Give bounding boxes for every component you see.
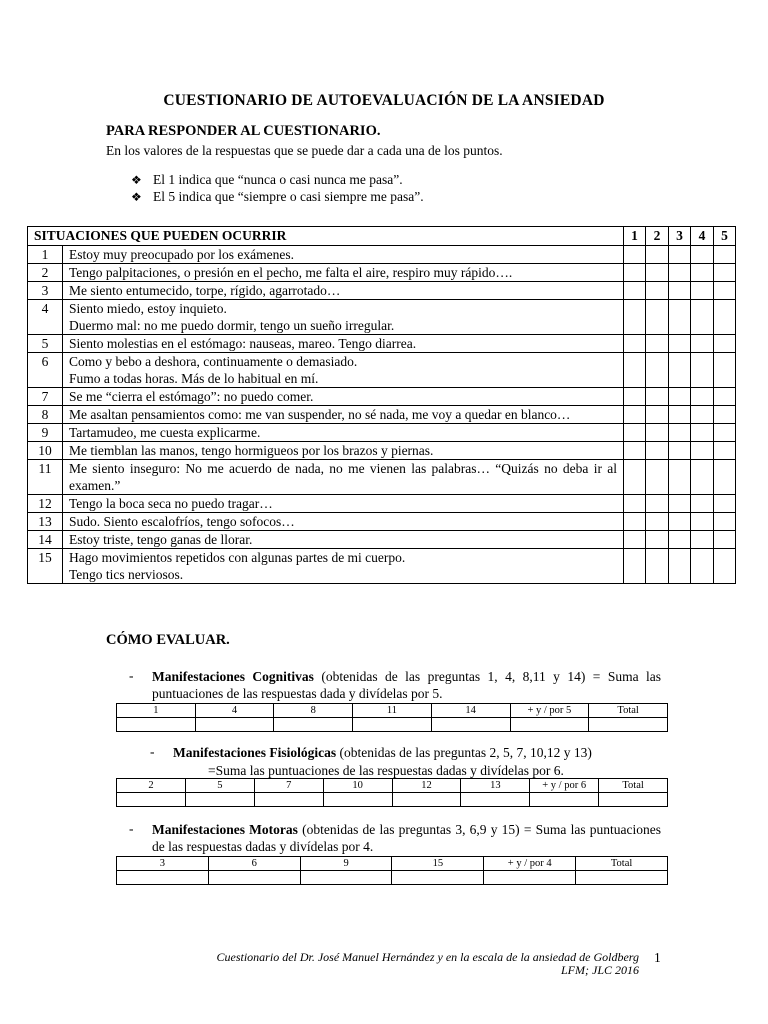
situation-text <box>63 388 624 406</box>
score-input-cell[interactable] <box>589 718 668 732</box>
rating-cell-2[interactable] <box>646 388 669 406</box>
score-column-label: + y / por 5 <box>510 704 589 718</box>
rating-cell-2[interactable] <box>646 513 669 531</box>
situation-number: 15 <box>28 549 63 584</box>
rating-cell-5[interactable] <box>714 388 736 406</box>
rating-cell-1[interactable] <box>624 335 646 353</box>
table-row <box>28 300 736 335</box>
score-column-label: 6 <box>208 857 300 871</box>
motor-text: (obtenidas de las preguntas 3, 6,9 y 15) = Suma las puntuaciones de las respuestas dadas y divídelas por 4. <box>152 822 662 854</box>
score-column-label: 2 <box>117 779 186 793</box>
table-row <box>28 424 736 442</box>
situation-number: 1 <box>28 246 63 264</box>
table-row <box>28 460 736 495</box>
rating-cell-5[interactable] <box>714 549 736 584</box>
situation-text <box>63 353 624 388</box>
rating-cell-5[interactable] <box>714 460 736 495</box>
rating-cell-2[interactable] <box>646 531 669 549</box>
situation-text <box>63 531 624 549</box>
scale-header-4: 4 <box>691 227 714 246</box>
rating-cell-4[interactable] <box>691 406 714 424</box>
rating-cell-3[interactable] <box>669 460 691 495</box>
rating-cell-4[interactable] <box>691 531 714 549</box>
cognitive-description <box>152 668 661 702</box>
situation-number: 4 <box>28 300 63 335</box>
table-header-row <box>28 227 736 246</box>
rating-cell-1[interactable] <box>624 264 646 282</box>
score-header-row <box>117 779 668 793</box>
situations-table <box>27 226 736 584</box>
physiological-label: Manifestaciones Fisiológicas <box>173 745 337 760</box>
rating-cell-4[interactable] <box>691 495 714 513</box>
table-row <box>28 513 736 531</box>
score-input-cell[interactable] <box>392 871 484 885</box>
situation-line: Me tiemblan las manos, tengo hormigueos por los brazos y piernas. <box>69 443 434 458</box>
score-column-label: 12 <box>392 779 461 793</box>
score-input-cell[interactable] <box>576 871 668 885</box>
rating-cell-1[interactable] <box>624 531 646 549</box>
physiological-description-2: =Suma las puntuaciones de las respuestas dadas y divídelas por 6. <box>208 763 564 778</box>
score-input-cell[interactable] <box>208 871 300 885</box>
situation-number: 7 <box>28 388 63 406</box>
rating-cell-5[interactable] <box>714 406 736 424</box>
score-input-cell[interactable] <box>510 718 589 732</box>
score-input-cell[interactable] <box>599 793 668 807</box>
situation-line: Me siento entumecido, torpe, rígido, agarrotado… <box>69 283 341 298</box>
rating-cell-3[interactable] <box>669 513 691 531</box>
rating-cell-3[interactable] <box>669 300 691 335</box>
rating-cell-4[interactable] <box>691 246 714 264</box>
score-input-cell[interactable] <box>185 793 254 807</box>
rating-cell-1[interactable] <box>624 282 646 300</box>
bullet-text: El 5 indica que “siempre o casi siempre me pasa”. <box>153 189 424 204</box>
rating-cell-3[interactable] <box>669 424 691 442</box>
situation-line: Me siento inseguro: No me acuerdo de nada, no me vienen las palabras… “Quizás no deba ir al examen.” <box>69 461 618 493</box>
motor-label: Manifestaciones Motoras <box>152 822 298 837</box>
instructions-text: En los valores de la respuestas que se puede dar a cada una de los puntos. <box>106 143 503 158</box>
rating-cell-3[interactable] <box>669 388 691 406</box>
instruction-bullet <box>131 189 424 205</box>
situation-text <box>63 442 624 460</box>
situation-number: 14 <box>28 531 63 549</box>
evaluation-heading: CÓMO EVALUAR. <box>106 632 230 648</box>
situation-line: Estoy triste, tengo ganas de llorar. <box>69 532 253 547</box>
rating-cell-3[interactable] <box>669 246 691 264</box>
score-column-label: 11 <box>353 704 432 718</box>
situation-text <box>63 246 624 264</box>
situation-text <box>63 495 624 513</box>
score-column-label: 7 <box>254 779 323 793</box>
situation-number: 12 <box>28 495 63 513</box>
situations-header: SITUACIONES QUE PUEDEN OCURRIR <box>28 227 624 246</box>
situation-line: Siento molestias en el estómago: nauseas, mareo. Tengo diarrea. <box>69 336 417 351</box>
score-column-label: 5 <box>185 779 254 793</box>
rating-cell-2[interactable] <box>646 460 669 495</box>
rating-cell-1[interactable] <box>624 495 646 513</box>
score-input-cell[interactable] <box>431 718 510 732</box>
page-number: 1 <box>654 950 661 965</box>
score-column-label: 8 <box>274 704 353 718</box>
score-input-cell[interactable] <box>274 718 353 732</box>
table-row <box>28 264 736 282</box>
rating-cell-1[interactable] <box>624 246 646 264</box>
rating-cell-1[interactable] <box>624 388 646 406</box>
table-row <box>28 246 736 264</box>
situation-line: Tengo palpitaciones, o presión en el pecho, me falta el aire, respiro muy rápido…. <box>69 265 513 280</box>
instruction-bullet <box>131 172 403 188</box>
score-input-cell[interactable] <box>195 718 274 732</box>
rating-cell-4[interactable] <box>691 282 714 300</box>
situation-line: Estoy muy preocupado por los exámenes. <box>69 247 294 262</box>
situation-number: 11 <box>28 460 63 495</box>
situation-line: Tengo tics nerviosos. <box>69 567 184 582</box>
situation-text <box>63 282 624 300</box>
rating-cell-1[interactable] <box>624 406 646 424</box>
score-column-label: 1 <box>117 704 196 718</box>
diamond-bullet-icon: ❖ <box>131 190 142 204</box>
situation-text <box>63 424 624 442</box>
rating-cell-3[interactable] <box>669 531 691 549</box>
rating-cell-5[interactable] <box>714 300 736 335</box>
rating-cell-4[interactable] <box>691 388 714 406</box>
table-row <box>28 353 736 388</box>
rating-cell-5[interactable] <box>714 353 736 388</box>
score-column-label: 10 <box>323 779 392 793</box>
score-column-label: 3 <box>117 857 209 871</box>
rating-cell-3[interactable] <box>669 335 691 353</box>
cognitive-label: Manifestaciones Cognitivas <box>152 669 314 684</box>
table-row <box>28 442 736 460</box>
score-input-cell[interactable] <box>461 793 530 807</box>
rating-cell-5[interactable] <box>714 264 736 282</box>
rating-cell-4[interactable] <box>691 300 714 335</box>
situation-line: Hago movimientos repetidos con algunas partes de mi cuerpo. <box>69 550 406 565</box>
situation-line: Siento miedo, estoy inquieto. <box>69 301 227 316</box>
situation-number: 8 <box>28 406 63 424</box>
score-column-label: Total <box>589 704 668 718</box>
physiological-description <box>173 744 653 761</box>
score-column-label: 15 <box>392 857 484 871</box>
score-column-label: 14 <box>431 704 510 718</box>
score-column-label: + y / por 4 <box>484 857 576 871</box>
score-input-cell[interactable] <box>353 718 432 732</box>
section-dash: - <box>129 821 134 836</box>
rating-cell-5[interactable] <box>714 513 736 531</box>
motor-score-table <box>116 856 668 885</box>
score-input-row <box>117 793 668 807</box>
rating-cell-3[interactable] <box>669 282 691 300</box>
rating-cell-1[interactable] <box>624 549 646 584</box>
section-dash: - <box>150 744 155 759</box>
rating-cell-2[interactable] <box>646 282 669 300</box>
score-column-label: 4 <box>195 704 274 718</box>
rating-cell-5[interactable] <box>714 531 736 549</box>
situation-text <box>63 264 624 282</box>
table-row <box>28 549 736 584</box>
rating-cell-4[interactable] <box>691 353 714 388</box>
score-column-label: Total <box>576 857 668 871</box>
rating-cell-2[interactable] <box>646 406 669 424</box>
scale-header-3: 3 <box>669 227 691 246</box>
cognitive-text: (obtenidas de las preguntas 1, 4, 8,11 y 14) = Suma las puntuaciones de las respuestas dada y divídelas por 5. <box>152 669 661 701</box>
rating-cell-1[interactable] <box>624 353 646 388</box>
situation-number: 10 <box>28 442 63 460</box>
rating-cell-5[interactable] <box>714 246 736 264</box>
situation-text <box>63 335 624 353</box>
cognitive-score-table <box>116 703 668 732</box>
scale-header-2: 2 <box>646 227 669 246</box>
score-input-row <box>117 718 668 732</box>
rating-cell-2[interactable] <box>646 353 669 388</box>
situation-line: Duermo mal: no me puedo dormir, tengo un sueño irregular. <box>69 318 395 333</box>
rating-cell-4[interactable] <box>691 442 714 460</box>
situation-text <box>63 513 624 531</box>
table-row <box>28 388 736 406</box>
score-input-cell[interactable] <box>254 793 323 807</box>
rating-cell-2[interactable] <box>646 442 669 460</box>
situation-line: Como y bebo a deshora, continuamente o demasiado. <box>69 354 358 369</box>
situation-number: 13 <box>28 513 63 531</box>
score-input-cell[interactable] <box>530 793 599 807</box>
footer-authors: LFM; JLC 2016 <box>561 963 639 977</box>
score-column-label: Total <box>599 779 668 793</box>
score-column-label: + y / por 6 <box>530 779 599 793</box>
score-input-cell[interactable] <box>117 718 196 732</box>
score-input-cell[interactable] <box>392 793 461 807</box>
rating-cell-1[interactable] <box>624 460 646 495</box>
rating-cell-4[interactable] <box>691 335 714 353</box>
rating-cell-2[interactable] <box>646 335 669 353</box>
rating-cell-4[interactable] <box>691 424 714 442</box>
instructions-heading: PARA RESPONDER AL CUESTIONARIO. <box>106 123 381 139</box>
rating-cell-5[interactable] <box>714 335 736 353</box>
rating-cell-4[interactable] <box>691 549 714 584</box>
rating-cell-5[interactable] <box>714 282 736 300</box>
situation-line: Tartamudeo, me cuesta explicarme. <box>69 425 261 440</box>
rating-cell-5[interactable] <box>714 495 736 513</box>
rating-cell-3[interactable] <box>669 264 691 282</box>
table-row <box>28 495 736 513</box>
rating-cell-4[interactable] <box>691 513 714 531</box>
situation-line: Se me “cierra el estómago”: no puedo comer. <box>69 389 314 404</box>
situation-number: 6 <box>28 353 63 388</box>
motor-description <box>152 821 661 855</box>
score-input-cell[interactable] <box>323 793 392 807</box>
situation-line: Sudo. Siento escalofríos, tengo sofocos… <box>69 514 295 529</box>
rating-cell-3[interactable] <box>669 406 691 424</box>
scale-header-1: 1 <box>624 227 646 246</box>
rating-cell-3[interactable] <box>669 549 691 584</box>
score-column-label: 9 <box>300 857 392 871</box>
score-header-row <box>117 704 668 718</box>
rating-cell-2[interactable] <box>646 246 669 264</box>
situation-number: 3 <box>28 282 63 300</box>
rating-cell-2[interactable] <box>646 495 669 513</box>
situation-line: Tengo la boca seca no puedo tragar… <box>69 496 273 511</box>
rating-cell-3[interactable] <box>669 495 691 513</box>
score-header-row <box>117 857 668 871</box>
score-input-cell[interactable] <box>117 871 209 885</box>
rating-cell-4[interactable] <box>691 460 714 495</box>
situation-line: Fumo a todas horas. Más de lo habitual en mí. <box>69 371 319 386</box>
rating-cell-4[interactable] <box>691 264 714 282</box>
footer-credit: Cuestionario del Dr. José Manuel Hernández y en la escala de la ansiedad de Goldberg <box>216 950 639 964</box>
rating-cell-3[interactable] <box>669 442 691 460</box>
section-dash: - <box>129 668 134 683</box>
rating-cell-1[interactable] <box>624 513 646 531</box>
table-row <box>28 282 736 300</box>
physiological-text: (obtenidas de las preguntas 2, 5, 7, 10,12 y 13) <box>336 745 592 760</box>
score-input-cell[interactable] <box>117 793 186 807</box>
physiological-score-table <box>116 778 668 807</box>
situation-text <box>63 300 624 335</box>
situation-text <box>63 406 624 424</box>
situation-number: 2 <box>28 264 63 282</box>
situation-text <box>63 460 624 495</box>
situation-text <box>63 549 624 584</box>
situation-line: Me asaltan pensamientos como: me van suspender, no sé nada, me voy a quedar en blanco… <box>69 407 571 422</box>
rating-cell-5[interactable] <box>714 442 736 460</box>
rating-cell-2[interactable] <box>646 549 669 584</box>
score-input-row <box>117 871 668 885</box>
situation-number: 9 <box>28 424 63 442</box>
situation-number: 5 <box>28 335 63 353</box>
scale-header-5: 5 <box>714 227 736 246</box>
table-row <box>28 531 736 549</box>
score-column-label: 13 <box>461 779 530 793</box>
rating-cell-2[interactable] <box>646 264 669 282</box>
diamond-bullet-icon: ❖ <box>131 173 142 187</box>
table-row <box>28 406 736 424</box>
score-input-cell[interactable] <box>484 871 576 885</box>
rating-cell-1[interactable] <box>624 424 646 442</box>
rating-cell-5[interactable] <box>714 424 736 442</box>
score-input-cell[interactable] <box>300 871 392 885</box>
document-title: CUESTIONARIO DE AUTOEVALUACIÓN DE LA ANSIEDAD <box>163 92 605 109</box>
table-row <box>28 335 736 353</box>
bullet-text: El 1 indica que “nunca o casi nunca me pasa”. <box>153 172 403 187</box>
rating-cell-2[interactable] <box>646 424 669 442</box>
rating-cell-1[interactable] <box>624 442 646 460</box>
rating-cell-3[interactable] <box>669 353 691 388</box>
rating-cell-1[interactable] <box>624 300 646 335</box>
rating-cell-2[interactable] <box>646 300 669 335</box>
